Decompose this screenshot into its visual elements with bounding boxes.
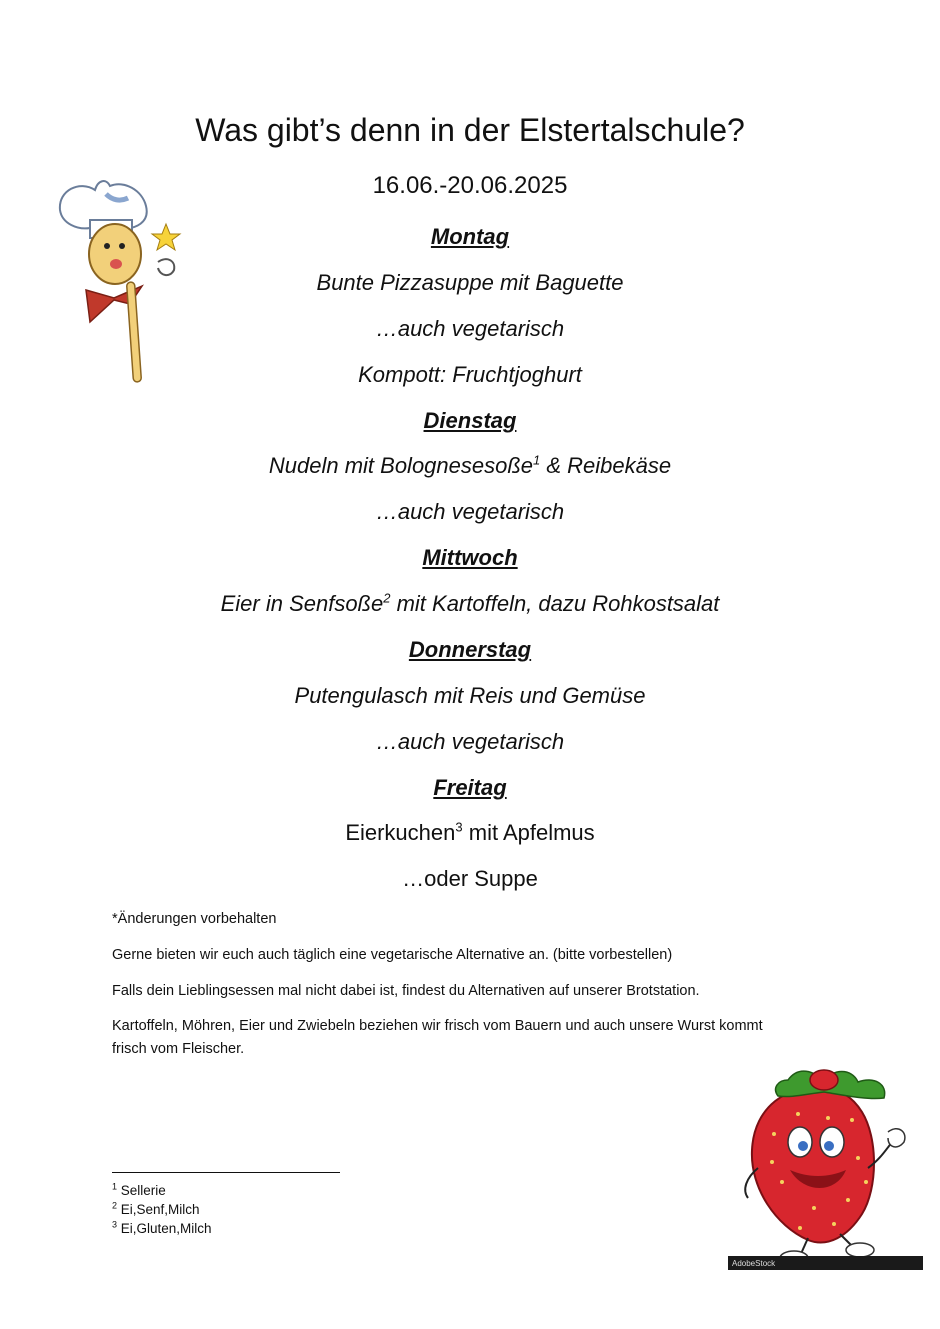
dish-text: mit Apfelmus bbox=[462, 820, 595, 845]
footnote-divider bbox=[112, 1172, 340, 1173]
watermark-caption: AdobeStock bbox=[732, 1259, 776, 1268]
note-vegetarian: Gerne bieten wir euch auch täglich eine vegetarische Alternative an. (bitte vorbestellen) bbox=[112, 947, 673, 963]
dish-line bbox=[0, 453, 940, 479]
dish-line bbox=[0, 820, 940, 846]
dish-text: Nudeln mit Bolognesesoße bbox=[268, 453, 534, 478]
day-heading-freitag: Freitag bbox=[433, 775, 507, 800]
dish-text: & Reibekäse bbox=[540, 453, 672, 478]
menu-dates: 16.06.-20.06.2025 bbox=[372, 172, 568, 199]
footnote: $^1$ Sellerie bbox=[112, 1181, 166, 1198]
dish-line bbox=[0, 591, 940, 617]
footnote: $^2$ Ei,Senf,Milch bbox=[112, 1200, 200, 1217]
dish-line: Kompott: Fruchtjoghurt bbox=[358, 362, 582, 387]
dish-line: Putengulasch mit Reis und Gemüse bbox=[294, 683, 646, 708]
page-title: Was gibt’s denn in der Elstertalschule? bbox=[195, 112, 745, 148]
strawberry-mascot-icon bbox=[728, 1058, 923, 1270]
allergen-ref: 1 bbox=[533, 452, 541, 468]
allergen-ref: 2 bbox=[383, 590, 391, 606]
dish-line: …auch vegetarisch bbox=[375, 729, 565, 754]
dish-line: …auch vegetarisch bbox=[375, 499, 565, 524]
dish-text: Eier in Senfsoße bbox=[220, 591, 384, 616]
dish-text: mit Kartoffeln, dazu Rohkostsalat bbox=[390, 591, 720, 616]
dish-text: Eierkuchen bbox=[345, 820, 456, 845]
dish-line: …oder Suppe bbox=[402, 866, 538, 891]
day-heading-mittwoch: Mittwoch bbox=[422, 545, 518, 570]
footnote: $^3$ Ei,Gluten,Milch bbox=[112, 1219, 212, 1236]
allergen-ref: 3 bbox=[455, 819, 463, 835]
day-heading-dienstag: Dienstag bbox=[423, 408, 517, 433]
note-changes: *Änderungen vorbehalten bbox=[112, 911, 277, 927]
day-heading-montag: Montag bbox=[430, 224, 510, 249]
note-fresh-produce: Kartoffeln, Möhren, Eier und Zwiebeln beziehen wir frisch vom Bauern und auch unsere Wurst kommt frisch vom Fleischer. bbox=[112, 1018, 763, 1057]
note-brotstation: Falls dein Lieblingsessen mal nicht dabei ist, findest du Alternativen auf unserer Brotstation. bbox=[112, 983, 700, 999]
dish-line: Bunte Pizzasuppe mit Baguette bbox=[316, 270, 624, 295]
dish-line: …auch vegetarisch bbox=[375, 316, 565, 341]
day-heading-donnerstag: Donnerstag bbox=[408, 637, 532, 662]
